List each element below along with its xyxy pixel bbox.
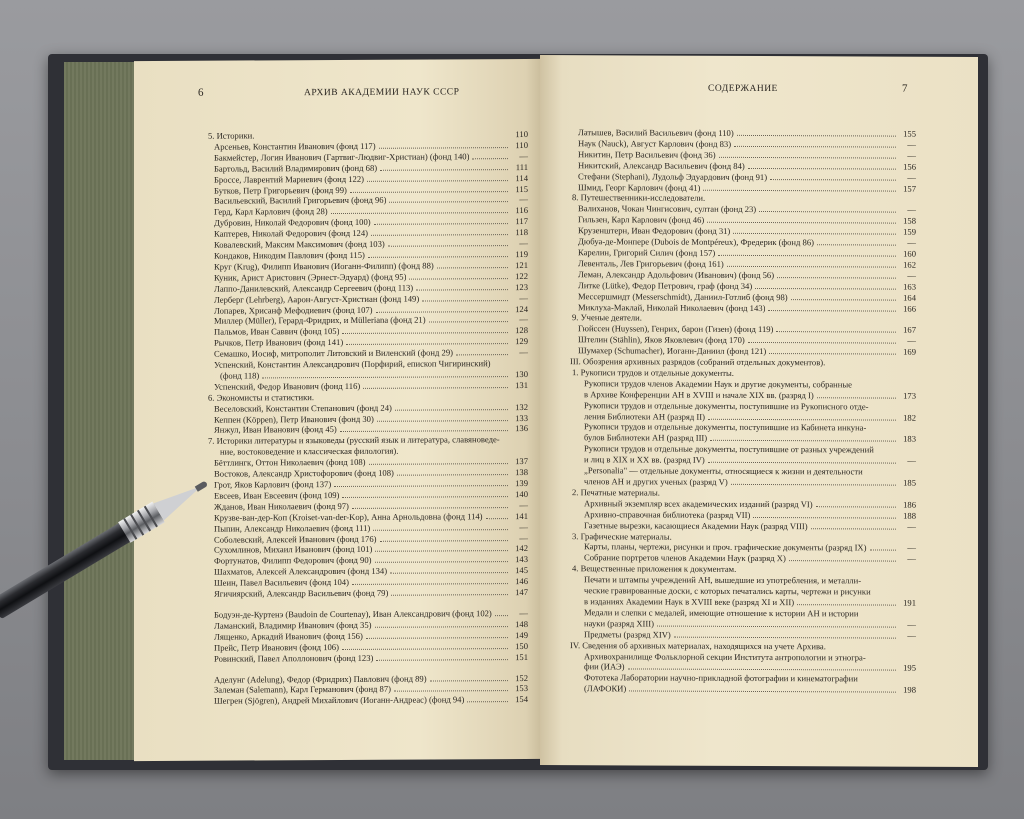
toc-page-number: — <box>519 347 528 358</box>
toc-page-number: 182 <box>903 412 916 423</box>
dot-leader <box>791 299 896 300</box>
dot-leader <box>777 277 896 279</box>
toc-page-number: 150 <box>515 640 528 651</box>
toc-entry-text: Собрание портретов членов Академии Наук (разряд X) <box>584 552 786 564</box>
toc-page-number: — <box>907 543 916 554</box>
toc-entry-text: Шегрен (Sjögren), Андрей Михайлович (Иоганн-Андреас) (фонд 94) <box>214 694 465 706</box>
toc-entry-text: Лопарев, Хрисанф Мефодиевич (фонд 107) <box>214 304 373 316</box>
toc-page-number: 143 <box>515 554 528 565</box>
toc-page-number: 133 <box>515 412 528 423</box>
toc-entry-text: IV. Сведения об архивных материалах, находящихся на учете Архива. <box>570 639 826 651</box>
dot-leader <box>467 701 508 702</box>
toc-entry-text: Бартольд, Василий Владимирович (фонд 68) <box>214 162 378 174</box>
toc-entry-text: Никитский, Александр Васильевич (фонд 84) <box>578 159 745 171</box>
dot-leader <box>737 135 896 137</box>
toc-page-number: 119 <box>515 248 528 260</box>
toc-entry-text: Васильевский, Василий Григорьевич (фонд 96) <box>214 195 387 207</box>
toc-page-number: 132 <box>515 401 528 412</box>
toc-page-number: 130 <box>515 368 528 380</box>
dot-leader <box>657 625 896 627</box>
dot-leader <box>374 223 508 225</box>
toc-entry-text: Каптерев, Николай Федорович (фонд 124) <box>214 227 369 239</box>
dot-leader <box>369 463 508 465</box>
dot-leader <box>363 387 508 389</box>
toc-page-number: — <box>519 292 528 303</box>
toc-page-number: 198 <box>903 684 916 695</box>
dot-leader <box>816 506 896 507</box>
toc-section-heading <box>206 434 528 447</box>
toc-entry-text: Бодуэн-де-Куртенэ (Baudoin de Courtenay), Иван Александрович (фонд 102) <box>214 608 492 620</box>
dot-leader <box>748 168 896 170</box>
dot-leader <box>733 233 896 235</box>
toc-page-number: — <box>907 150 916 161</box>
toc-entry-text: Миклуха-Маклай, Николай Николаевич (фонд 143) <box>578 301 766 313</box>
dot-leader <box>394 691 508 693</box>
toc-entry-text: Архивно-справочная библиотека (разряд VII) <box>584 508 751 520</box>
toc-entry-text: членов АН и других ученых (разряд V) <box>584 476 728 487</box>
toc-page-number: 183 <box>903 434 916 445</box>
toc-entry-text: Лященко, Аркадий Иванович (фонд 156) <box>214 630 363 642</box>
dot-leader <box>748 342 896 344</box>
toc-page-number: 118 <box>515 227 528 238</box>
toc-entry-text: Сухомлинов, Михаил Иванович (фонд 101) <box>214 544 373 556</box>
toc-entry-text: Пальмов, Иван Саввич (фонд 105) <box>214 326 340 337</box>
dot-leader <box>331 212 508 214</box>
toc-page-number: 110 <box>515 129 528 140</box>
toc-entry-text: Дубровин, Николай Федорович (фонд 100) <box>214 217 371 228</box>
toc-entry-text: (ЛАФОКИ) <box>584 683 627 694</box>
toc-page-number: 154 <box>515 694 528 705</box>
dot-leader <box>708 418 896 420</box>
toc-entry-text: Янжул, Иван Иванович (фонд 45) <box>214 424 337 436</box>
dot-leader <box>727 266 896 268</box>
dot-leader <box>797 604 896 605</box>
dot-leader <box>628 669 896 671</box>
toc-page-number: — <box>519 238 528 249</box>
toc-entry-text: Фототека Лаборатории научно-прикладной фотографии и кинематографии <box>584 672 858 684</box>
toc-page-number: 116 <box>515 205 528 216</box>
dot-leader <box>342 496 508 498</box>
toc-entry-text: Семашко, Иосиф, митрополит Литовский и Виленский (фонд 29) <box>214 347 453 359</box>
toc-entry-text: Штелин (Stählin), Яков Яковлевич (фонд 170) <box>578 334 745 346</box>
dot-leader <box>375 626 509 628</box>
toc-page-number: 147 <box>515 587 528 598</box>
toc-page-number: 139 <box>515 478 528 489</box>
toc-page-number: 163 <box>903 281 916 292</box>
toc-page-number: 122 <box>515 270 528 281</box>
toc-entry-text: Шахматов, Алексей Александрович (фонд 134) <box>214 565 388 577</box>
toc-entry-text: Левенталь, Лев Григорьевич (фонд 161) <box>578 258 724 269</box>
toc-page-number: 160 <box>903 248 916 259</box>
toc-entry-text: Пыпин, Александр Николаевич (фонд 111) <box>214 522 371 534</box>
toc-page-number: 188 <box>903 510 916 521</box>
dot-leader <box>334 485 508 487</box>
toc-entry-text: Крузве-ван-дер-Коп (Kroiset-van-der-Kop), Анна Арнольдовна (фонд 114) <box>214 510 483 523</box>
toc-entry-text: „Personalia" — отдельные документы, относящиеся к жизни и деятельности <box>584 465 863 477</box>
toc-page-number: — <box>519 499 528 510</box>
toc-page-number: 151 <box>515 651 528 662</box>
toc-page-number: 153 <box>515 683 528 694</box>
toc-entry-text: Карелин, Григорий Силич (фонд 157) <box>578 247 716 258</box>
dot-leader <box>373 529 508 531</box>
toc-entry-text: Ягичиярский, Александр Васильевич (фонд 79) <box>214 587 389 599</box>
dot-leader <box>342 648 508 650</box>
toc-entry-text: Рукописи трудов и отдельные документы, поступившие от разных учреждений <box>584 443 874 455</box>
toc-entry-text: ческие гравированные доски, с которых печатались карты, чертежи и рисунки <box>584 585 871 597</box>
dot-leader <box>707 222 896 224</box>
toc-entry <box>206 608 528 621</box>
toc-page-number: 145 <box>515 565 528 576</box>
toc-page-number: 169 <box>903 346 916 357</box>
toc-page-number: 124 <box>515 303 528 314</box>
toc-page-number: — <box>907 521 916 532</box>
toc-entry-text: III. Обозрения архивных разрядов (собраний отдельных документов). <box>570 356 826 368</box>
dot-leader <box>350 191 508 193</box>
toc-entry-text: Медали и слепки с медалей, имеющие отношение к истории АН и истории <box>584 607 859 619</box>
toc-page-number: 195 <box>903 663 916 674</box>
dot-leader <box>262 376 508 378</box>
toc-page-number: — <box>519 194 528 205</box>
toc-entry <box>570 683 916 695</box>
toc-entry-text: Бакмейстер, Логин Иванович (Гартвиг-Людвиг-Христиан) (фонд 140) <box>214 151 470 163</box>
dot-leader <box>811 528 896 529</box>
toc-page-number: 128 <box>515 325 528 336</box>
toc-page-number: — <box>907 630 916 641</box>
toc-page-number: 156 <box>903 161 916 172</box>
dot-leader <box>703 189 896 191</box>
dot-leader <box>397 474 508 476</box>
toc-entry-text: 8. Путешественники-исследователи. <box>572 192 706 204</box>
dot-leader <box>817 397 896 398</box>
dot-leader <box>422 300 508 301</box>
toc-entry-text: Крузенштерн, Иван Федорович (фонд 31) <box>578 225 731 237</box>
toc-entry-text: Куник, Арист Аристович (Эрнест-Эдуард) (фонд 95) <box>214 271 407 283</box>
toc-entry-text: Шеин, Павел Васильевич (фонд 104) <box>214 577 349 588</box>
toc-page-number: 117 <box>515 216 528 227</box>
toc-page-number: 146 <box>515 576 528 587</box>
toc-page-number: 142 <box>515 543 528 554</box>
toc-entry-text: Литке (Lütke), Федор Петрович, граф (фонд 34) <box>578 279 753 291</box>
toc-entry-text: Бёттлингк, Оттон Николаевич (фонд 108) <box>214 457 366 468</box>
toc-page-number: 159 <box>903 226 916 237</box>
toc-entry-text: Прейс, Петр Иванович (фонд 106) <box>214 641 339 653</box>
toc-entry-text: Наук (Nauck), Август Карлович (фонд 83) <box>578 138 732 149</box>
dot-leader <box>375 561 509 563</box>
toc-entry-text: 6. Экономисты и статистики. <box>208 391 315 403</box>
dot-leader <box>456 354 508 355</box>
dot-leader <box>769 353 896 355</box>
page-number-right: 7 <box>902 82 908 95</box>
dot-leader <box>352 583 508 585</box>
toc-page-number: — <box>519 314 528 325</box>
dot-leader <box>380 540 508 542</box>
toc-entry-text: Рычков, Петр Иванович (фонд 141) <box>214 337 344 348</box>
toc-entry-text: (фонд 118) <box>220 370 260 381</box>
toc-entry-text: Леман, Александр Адольфович (Иванович) (фонд 56) <box>578 268 775 280</box>
toc-entry-text: науки (разряд XIII) <box>584 618 654 629</box>
dot-leader <box>380 169 508 171</box>
toc-entry-text: Миллер (Müller), Герард-Фридрих, и Mülleriana (фонд 21) <box>214 314 426 327</box>
dot-leader <box>375 551 508 553</box>
dot-leader <box>472 158 508 159</box>
dot-leader <box>789 560 896 561</box>
toc-page-number: 114 <box>515 172 528 183</box>
toc-page-number: 167 <box>903 324 916 335</box>
toc-entry-text: Круг (Krug), Филипп Иванович (Иоганн-Филипп) (фонд 88) <box>214 260 434 272</box>
toc-entry <box>206 694 528 707</box>
toc-entry-text: Арсеньев, Константин Иванович (фонд 117) <box>214 140 376 152</box>
toc-entry <box>206 511 528 524</box>
toc-entry-text: Валиханов, Чокан Чингисович, султан (фонд 23) <box>578 203 757 215</box>
toc-entry-text: Броссе, Лаврентий Мариевич (фонд 122) <box>214 173 364 185</box>
toc-entry-text: 4. Вещественные приложения к документам. <box>572 563 737 575</box>
dot-leader <box>376 659 508 661</box>
toc-entry-text: 9. Ученые деятели. <box>572 312 642 323</box>
toc-page-number: — <box>907 455 916 466</box>
dot-leader <box>768 310 896 312</box>
toc-entry-text: Печати и штампы учреждений АН, вышедшие из употребления, и металли- <box>584 574 862 586</box>
dot-leader <box>495 615 508 616</box>
dot-leader <box>430 680 508 681</box>
toc-entry-text: Востоков, Александр Христофорович (фонд 108) <box>214 467 394 479</box>
toc-entry-text: Рукописи трудов и отдельные документы, поступившие из Рукописного отде- <box>584 399 869 412</box>
toc-page-number: — <box>907 139 916 150</box>
toc-page-number: 136 <box>515 423 528 434</box>
dot-leader <box>409 278 508 280</box>
toc-page-number: 162 <box>903 259 916 270</box>
dot-leader <box>770 179 896 181</box>
dot-leader <box>429 322 508 323</box>
dot-leader <box>389 202 508 204</box>
toc-page-number: 111 <box>515 161 528 172</box>
toc-page-number: 148 <box>515 618 528 629</box>
toc-entry-text: Рукописи трудов и отдельные документы, поступившие из Кабинета инкуна- <box>584 421 867 433</box>
dot-leader <box>710 440 896 442</box>
toc-page-number: 123 <box>515 281 528 292</box>
toc-list-left <box>206 129 528 707</box>
toc-entry-text: ние, востоковедение и классическая филология). <box>220 445 399 457</box>
toc-page-number: 173 <box>903 390 916 401</box>
toc-entry-text: Предметы (разряд XIV) <box>584 628 671 640</box>
toc-entry-text: 7. Историки литературы и языковеды (русский язык и литература, славяноведе- <box>208 434 500 447</box>
toc-entry-text: Латышев, Василий Васильевич (фонд 110) <box>578 127 734 138</box>
toc-page-number: — <box>907 553 916 565</box>
right-page <box>540 55 978 767</box>
dot-leader <box>388 245 508 247</box>
toc-page-number: 131 <box>515 379 528 390</box>
toc-entry-text: Лаппо-Данилевский, Александр Сергеевич (фонд 113) <box>214 282 414 294</box>
dot-leader <box>367 180 508 182</box>
toc-entry-text: Шмид, Георг Карлович (фонд 41) <box>578 181 701 193</box>
dot-leader <box>340 431 508 433</box>
dot-leader <box>776 331 896 333</box>
toc-page-number: 157 <box>903 183 916 194</box>
toc-page-number: 140 <box>515 488 528 499</box>
toc-page-number: 149 <box>515 629 528 640</box>
toc-entry-text: Соболевский, Алексей Иванович (фонд 176) <box>214 533 377 545</box>
dot-leader <box>755 288 896 290</box>
toc-entry-text: Ровинский, Павел Аполлонович (фонд 123) <box>214 652 374 664</box>
toc-entry-text: Дюбуа-де-Монпере (Dubois de Montpéreux), Фредерик (фонд 86) <box>578 236 814 248</box>
toc-page-number: — <box>907 237 916 248</box>
dot-leader <box>734 146 896 148</box>
toc-page-number: 185 <box>903 477 916 488</box>
toc-entry-text: Веселовский, Константин Степанович (фонд 24) <box>214 402 392 414</box>
toc-page-number: 115 <box>515 183 528 194</box>
toc-page-number: 191 <box>903 597 916 608</box>
toc-entry-text: Архивный экземпляр всех академических изданий (разряд VI) <box>584 498 813 510</box>
toc-entry-text: Мессершмидт (Messerschmidt), Даниил-Готлиб (фонд 98) <box>578 290 788 302</box>
dot-leader <box>753 517 896 519</box>
toc-entry-text: Залеман (Salemann), Карл Германович (фонд 87) <box>214 684 392 696</box>
toc-entry-text: Ковалевский, Максим Максимович (фонд 103) <box>214 238 385 250</box>
dot-leader <box>731 484 896 486</box>
dot-leader <box>416 289 508 290</box>
toc-entry-text: и лиц в XIX и XX вв. (разряд IV) <box>584 454 705 465</box>
dot-leader <box>390 572 508 574</box>
toc-entry-text: Лерберг (Lehrberg), Аарон-Август-Христиан (фонд 149) <box>214 293 420 305</box>
toc-entry-text: Кондаков, Никодим Павлович (фонд 115) <box>214 249 365 261</box>
toc-entry-text: Герд, Карл Карлович (фонд 28) <box>214 206 328 217</box>
toc-entry-text: Кеппен (Köppen), Петр Иванович (фонд 30) <box>214 413 374 425</box>
dot-leader <box>708 462 896 464</box>
toc-entry-text: 5. Историки. <box>208 130 255 141</box>
toc-page-number: — <box>907 204 916 216</box>
dot-leader <box>376 311 508 313</box>
dot-leader <box>486 518 508 519</box>
dot-leader <box>379 147 508 149</box>
left-page <box>134 59 542 761</box>
running-head-right: СОДЕРЖАНИЕ <box>708 83 778 95</box>
dot-leader <box>629 691 896 693</box>
toc-entry-text: 1. Рукописи трудов и отдельные документы. <box>572 367 734 378</box>
dot-leader <box>368 256 508 258</box>
toc-entry-text: булов Библиотеки АН (разряд III) <box>584 432 708 444</box>
toc-entry-text: Архивохранилище Фольклорной секции Института антропологии и этногра- <box>584 650 866 662</box>
toc-page-number: 158 <box>903 215 916 226</box>
dot-leader <box>759 211 896 213</box>
toc-page-number: 129 <box>515 336 528 347</box>
toc-entry-text: Газетные вырезки, касающиеся Академии Наук (разряд VIII) <box>584 519 808 531</box>
toc-page-number: 138 <box>515 467 528 478</box>
dot-leader <box>352 507 508 509</box>
dot-leader <box>674 636 896 638</box>
toc-page-number: — <box>907 335 916 346</box>
toc-page-number: — <box>907 172 916 183</box>
endpaper <box>64 62 140 760</box>
toc-list-right <box>570 127 916 696</box>
toc-page-number: — <box>519 521 528 532</box>
toc-entry-text: Жданов, Иван Николаевич (фонд 97) <box>214 500 349 512</box>
toc-entry-text: в изданиях Академии Наук в XVIII веке (разряд XI и XII) <box>584 596 795 608</box>
toc-page-number: — <box>907 619 916 630</box>
dot-leader <box>346 343 508 345</box>
toc-page-number: 155 <box>903 128 916 139</box>
toc-entry-text: 3. Графические материалы. <box>572 530 672 542</box>
toc-page-number: — <box>519 607 528 619</box>
toc-entry-text: в Архиве Конференции АН в XVIII и начале XIX вв. (разряд I) <box>584 388 814 400</box>
toc-entry-text: ления Библиотеки АН (разряд II) <box>584 410 705 422</box>
toc-entry-text: Карты, планы, чертежи, рисунки и проч. графические документы (разряд IX) <box>584 541 867 553</box>
dot-leader <box>342 332 508 334</box>
toc-entry-text: Гильзен, Карл Карлович (фонд 46) <box>578 214 705 226</box>
dot-leader <box>391 594 508 596</box>
toc-page-number: — <box>519 532 528 543</box>
toc-page-number: 141 <box>515 510 528 521</box>
toc-entry-text: Шумахер (Schumacher), Иоганн-Даниил (фонд 121) <box>578 345 767 357</box>
toc-page-number: 186 <box>903 499 916 510</box>
toc-entry-text: Евсеев, Иван Евсеевич (фонд 109) <box>214 489 340 501</box>
toc-entry-text: Фортунатов, Филипп Федорович (фонд 90) <box>214 555 372 566</box>
dot-leader <box>395 409 508 411</box>
page-number-left: 6 <box>198 86 204 99</box>
toc-page-number: 152 <box>515 672 528 683</box>
toc-entry-text: фии (ИАЭ) <box>584 661 625 672</box>
dot-leader <box>377 420 508 422</box>
toc-entry-text: Успенский, Константин Александрович (Порфирий, епископ Чигиринский) <box>214 358 491 370</box>
dot-leader <box>366 637 508 639</box>
dot-leader <box>870 550 897 551</box>
dot-leader <box>719 157 896 159</box>
toc-page-number: 110 <box>515 139 528 150</box>
toc-entry-text: Аделунг (Adelung), Федор (Фридрих) Павлович (фонд 89) <box>214 673 427 685</box>
toc-entry-text: Рукописи трудов членов Академии Наук и другие документы, собранные <box>584 378 852 390</box>
toc-entry-text: Успенский, Федор Иванович (фонд 116) <box>214 380 361 392</box>
toc-entry-text: 2. Печатные материалы. <box>572 487 660 498</box>
toc-entry <box>206 358 528 371</box>
toc-page-number: 166 <box>903 303 916 314</box>
toc-page-number: 164 <box>903 292 916 303</box>
toc-entry-text: Бутков, Петр Григорьевич (фонд 99) <box>214 184 347 196</box>
toc-entry-text: Гюйссен (Huyssen), Генрих, барон (Гизен) (фонд 119) <box>578 323 774 335</box>
toc-page-number: 137 <box>515 456 528 467</box>
running-head-left: АРХИВ АКАДЕМИИ НАУК СССР <box>304 87 460 99</box>
dot-leader <box>718 255 896 257</box>
toc-page-number: 121 <box>515 259 528 270</box>
dot-leader <box>371 234 508 236</box>
dot-leader <box>817 244 896 245</box>
dot-leader <box>437 267 508 268</box>
toc-page-number: — <box>519 150 528 161</box>
toc-entry-text: Стефани (Stephani), Лудольф Эдуардович (фонд 91) <box>578 170 768 182</box>
toc-entry-text: Никитин, Петр Васильевич (фонд 36) <box>578 149 716 160</box>
toc-page-number: — <box>907 270 916 281</box>
toc-entry-text: Ламанский, Владимир Иванович (фонд 35) <box>214 619 372 631</box>
toc-entry-text: Грот, Яков Карлович (фонд 137) <box>214 479 332 490</box>
